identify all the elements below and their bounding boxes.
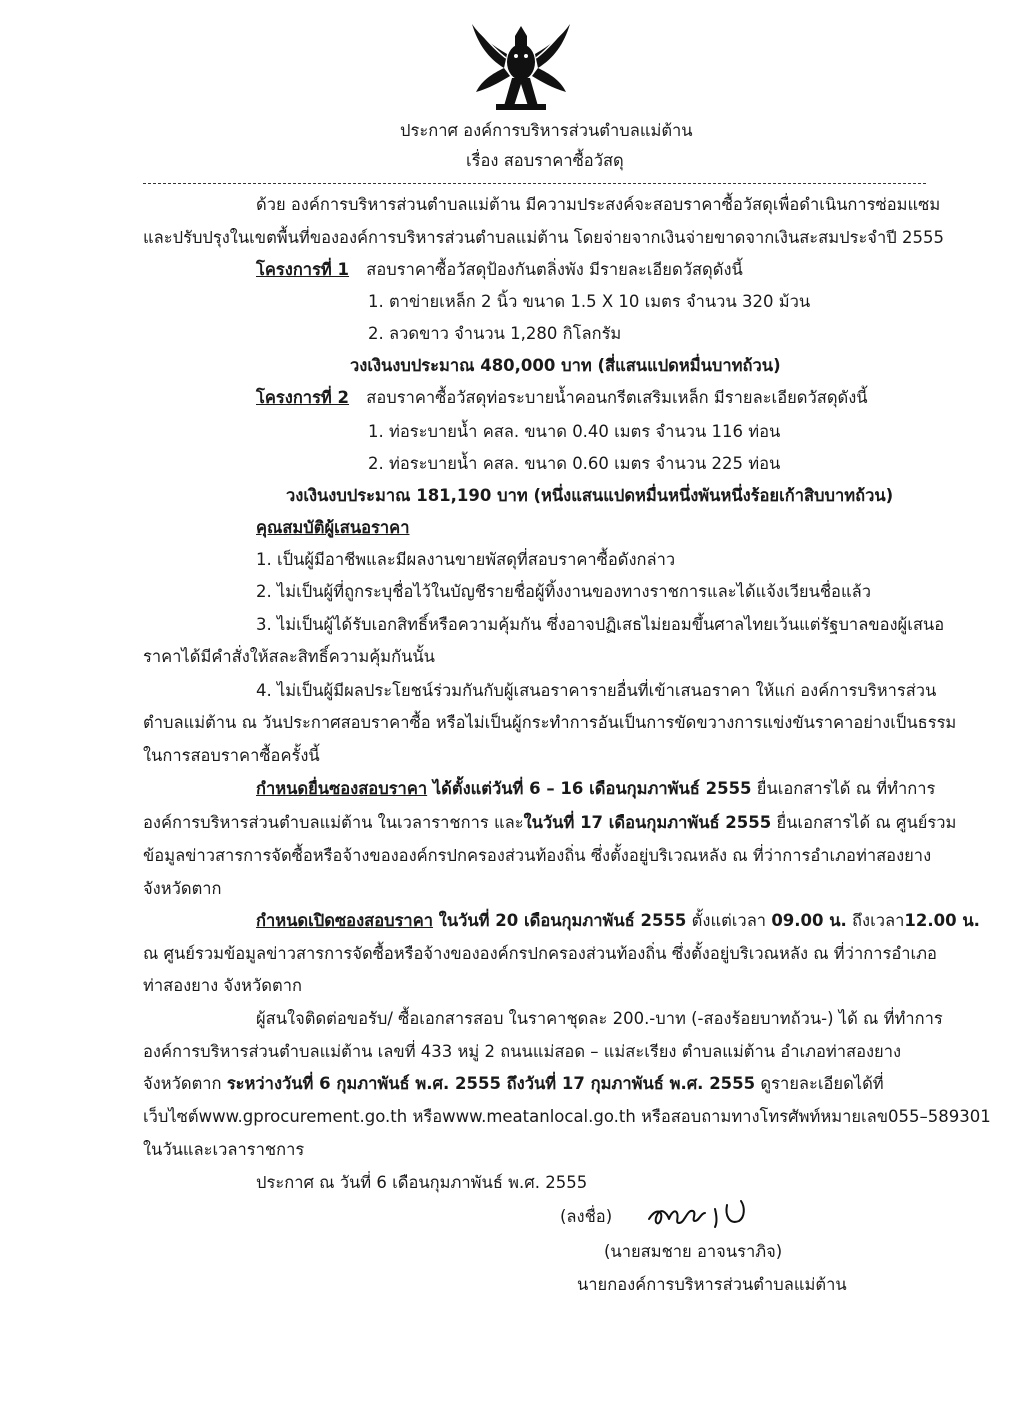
project-1-item-2: 2. ลวดขาว จำนวน 1,280 กิโลกรัม	[368, 324, 622, 343]
qualification-2: 2. ไม่เป็นผู้ที่ถูกระบุชื่อไว้ในบัญชีรายชื่อผู้ทิ้งงานของทางราชการและได้แจ้งเวียนชื่อแล้ว	[256, 582, 871, 601]
qualifications-heading: คุณสมบัติผู้เสนอราคา	[256, 518, 410, 537]
contact-date-range: ระหว่างวันที่ 6 กุมภาพันธ์ พ.ศ. 2555 ถึงวันที่ 17 กุมภาพันธ์ พ.ศ. 2555	[226, 1074, 756, 1093]
project-1-budget: วงเงินงบประมาณ 480,000 บาท (สี่แสนแปดหมื่นบาทถ้วน)	[350, 356, 781, 375]
opening-line-2: ณ ศูนย์รวมข้อมูลข่าวสารการจัดซื้อหรือจ้างขององค์กรปกครองส่วนท้องถิ่น ซึ่งตั้งอยู่บริเวณหลัง ณ ที่ว่าการอำเภอ	[143, 944, 937, 963]
submission-line-1	[256, 778, 935, 800]
announcement-subject: เรื่อง สอบราคาซื้อวัสดุ	[466, 151, 624, 170]
contact-province: จังหวัดตาก	[143, 1074, 227, 1093]
submission-line-3: ข้อมูลข่าวสารการจัดซื้อหรือจ้างขององค์กรปกครองส่วนท้องถิ่น ซึ่งตั้งอยู่บริเวณหลัง ณ ที่ว่าการอำเภอท่าสองยาง	[143, 846, 932, 865]
qualification-1: 1. เป็นผู้มีอาชีพและมีผลงานขายพัสดุที่สอบราคาซื้อดังกล่าว	[256, 550, 676, 569]
submission-dates: ได้ตั้งแต่วันที่ 6 – 16 เดือนกุมภาพันธ์ 2555	[427, 779, 752, 798]
opening-to-label: ถึงเวลา	[846, 911, 905, 930]
submission-line-1-rest: ยื่นเอกสารได้ ณ ที่ทำการ	[751, 779, 936, 798]
signature-label: (ลงชื่อ)	[560, 1207, 613, 1226]
announcement-title: ประกาศ องค์การบริหารส่วนตำบลแม่ต้าน	[400, 121, 693, 140]
project-1-item-1: 1. ตาข่ายเหล็ก 2 นิ้ว ขนาด 1.5 X 10 เมตร จำนวน 320 ม้วน	[368, 292, 811, 311]
qualification-3a: 3. ไม่เป็นผู้ได้รับเอกสิทธิ์หรือความคุ้มกัน ซึ่งอาจปฏิเสธไม่ยอมขึ้นศาลไทยเว้นแต่รัฐบาลของผู้เสนอ	[256, 615, 945, 634]
qualification-3b: ราคาได้มีคำสั่งให้สละสิทธิ์ความคุ้มกันนั้น	[143, 647, 435, 666]
garuda-emblem-icon	[468, 18, 574, 114]
project-2-desc: สอบราคาซื้อวัสดุท่อระบายน้ำคอนกรีตเสริมเหล็ก มีรายละเอียดวัสดุดังนี้	[366, 388, 868, 407]
project-2-line	[256, 387, 868, 409]
contact-line-3-rest: ดูรายละเอียดได้ที่	[755, 1074, 884, 1093]
submission-line-2	[143, 812, 956, 834]
opening-line-3: ท่าสองยาง จังหวัดตาก	[143, 976, 302, 995]
qualification-4a: 4. ไม่เป็นผู้มีผลประโยชน์ร่วมกันกับผู้เสนอราคารายอื่นที่เข้าเสนอราคา ให้แก่ องค์การบริหารส่วน	[256, 681, 937, 700]
contact-line-1: ผู้สนใจติดต่อขอรับ/ ซื้อเอกสารสอบ ในราคาชุดละ 200.-บาท (-สองร้อยบาทถ้วน-) ได้ ณ ที่ทำการ	[256, 1009, 943, 1028]
submission-line-2-a: องค์การบริหารส่วนตำบลแม่ต้าน ในเวลาราชการ และ	[143, 813, 524, 832]
contact-line-2: องค์การบริหารส่วนตำบลแม่ต้าน เลขที่ 433 หมู่ 2 ถนนแม่สอด – แม่สะเรียง ตำบลแม่ต้าน อำเภอท่าสองยาง	[143, 1042, 902, 1061]
project-1-desc: สอบราคาซื้อวัสดุป้องกันตลิ่งพัง มีรายละเอียดวัสดุดังนี้	[366, 260, 743, 279]
opening-date: ในวันที่ 20 เดือนกุมภาพันธ์ 2555	[433, 911, 687, 930]
submission-line-4: จังหวัดตาก	[143, 879, 222, 898]
project-2-item-2: 2. ท่อระบายน้ำ คสล. ขนาด 0.60 เมตร จำนวน 225 ท่อน	[368, 454, 781, 473]
opening-start-time: 09.00 น.	[771, 911, 847, 930]
qualification-4b: ตำบลแม่ต้าน ณ วันประกาศสอบราคาซื้อ หรือไม่เป็นผู้กระทำการอันเป็นการขัดขวางการแข่งขันราคาอย่างเป็นธรรม	[143, 713, 957, 732]
project-1-heading: โครงการที่ 1	[256, 260, 350, 279]
announcement-date: ประกาศ ณ วันที่ 6 เดือนกุมภาพันธ์ พ.ศ. 2555	[256, 1173, 588, 1192]
contact-line-5: ในวันและเวลาราชการ	[143, 1140, 305, 1159]
contact-line-4: เว็บไซต์www.gprocurement.go.th หรือwww.meatanlocal.go.th หรือสอบถามทางโทรศัพท์หมายเลข055–589301	[143, 1107, 991, 1126]
intro-line-1: ด้วย องค์การบริหารส่วนตำบลแม่ต้าน มีความประสงค์จะสอบราคาซื้อวัสดุเพื่อดำเนินการซ่อมแซม	[256, 195, 941, 214]
opening-line-1	[256, 910, 980, 932]
project-1-line	[256, 259, 743, 281]
project-2-item-1: 1. ท่อระบายน้ำ คสล. ขนาด 0.40 เมตร จำนวน 116 ท่อน	[368, 422, 781, 441]
opening-from-label: ตั้งแต่เวลา	[686, 911, 772, 930]
signer-position: นายกองค์การบริหารส่วนตำบลแม่ต้าน	[577, 1275, 847, 1294]
submission-line-2-date: ในวันที่ 17 เดือนกุมภาพันธ์ 2555	[523, 813, 772, 832]
project-2-budget: วงเงินงบประมาณ 181,190 บาท (หนึ่งแสนแปดหมื่นหนึ่งพันหนึ่งร้อยเก้าสิบบาทถ้วน)	[286, 486, 894, 505]
contact-line-3	[143, 1073, 884, 1095]
opening-heading: กำหนดเปิดซองสอบราคา	[256, 911, 434, 930]
handwritten-signature	[645, 1195, 755, 1235]
qualification-4c: ในการสอบราคาซื้อครั้งนี้	[143, 746, 320, 765]
intro-line-2: และปรับปรุงในเขตพื้นที่ขององค์การบริหารส่วนตำบลแม่ต้าน โดยจ่ายจากเงินจ่ายขาดจากเงินสะสมประจำปี 2555	[143, 228, 944, 247]
project-2-heading: โครงการที่ 2	[256, 388, 350, 407]
submission-line-2-c: ยื่นเอกสารได้ ณ ศูนย์รวม	[771, 813, 957, 832]
opening-end-time: 12.00 น.	[904, 911, 980, 930]
divider	[143, 183, 926, 184]
signer-name: (นายสมชาย อาจนราภิจ)	[604, 1242, 783, 1261]
submission-heading: กำหนดยื่นซองสอบราคา	[256, 779, 428, 798]
